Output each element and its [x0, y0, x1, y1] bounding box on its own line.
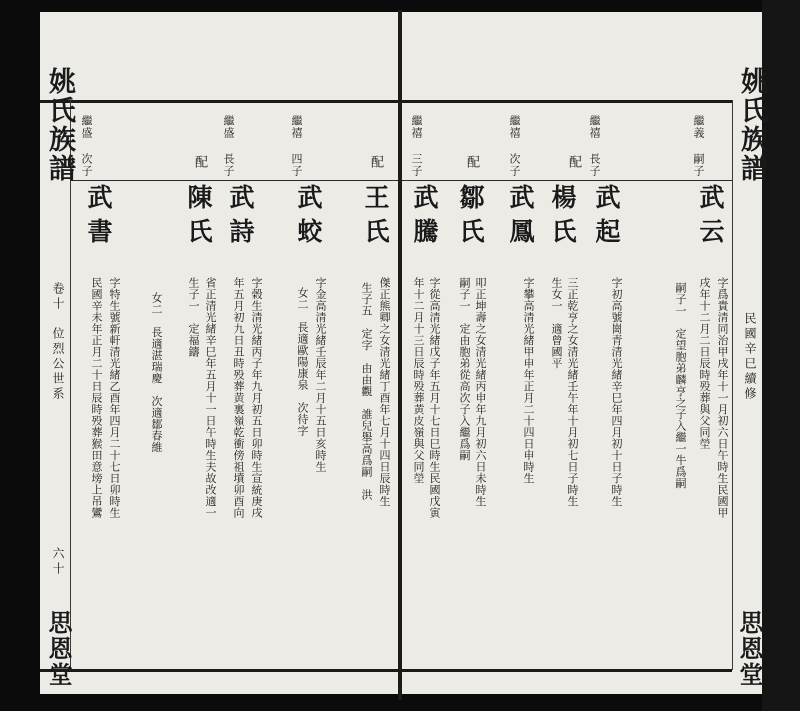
person-name: 武書 [84, 184, 113, 252]
biography-line-2: 年十二月十三日辰時殁葬黄皮嶺與父同塋 [412, 277, 425, 484]
spouse-mark: 配 [368, 155, 383, 168]
spouse-mark: 配 [566, 155, 581, 168]
relation-label: 繼盛 長子 [222, 115, 235, 177]
spouse-mark: 配 [464, 155, 479, 168]
relation-label: 繼禧 次子 [508, 115, 521, 177]
relation-label: 繼盛 次子 [80, 115, 93, 177]
hall-name: 思恩堂 [44, 610, 73, 688]
relation-label: 繼禧 三子 [410, 115, 423, 177]
top-rule [402, 100, 732, 103]
biography-line-2: 嗣子一 定由胞弟從高次子入繼爲嗣 [458, 277, 471, 461]
volume-label: 卷十 位烈公世系 [51, 282, 65, 402]
biography-line-2: 生子五 定字 由由觀 誰兒舉高爲嗣 洪 [360, 282, 373, 501]
person-name: 鄒氏 [456, 184, 485, 252]
person-name: 武鳳 [506, 184, 535, 252]
name-row-rule [70, 180, 398, 181]
biography-line-2: 生子一 定福鑄 [187, 277, 200, 358]
biography-line-2: 女二 長適歐陽康泉 次待字 [296, 287, 309, 437]
biography-line-1: 字從高清光緒戊子年五月十七日巳時生民國戊寅 [428, 277, 441, 519]
spouse-mark: 配 [192, 155, 207, 168]
person-name: 陳氏 [184, 184, 213, 252]
person-name: 武騰 [410, 184, 439, 252]
left-page [40, 12, 398, 694]
biography-line-1: 字特生號新軒清光緒乙酉年四月二十七日卯時生 [108, 277, 121, 519]
person-name: 武起 [592, 184, 621, 252]
relation-label: 繼禧 長子 [588, 115, 601, 177]
biography-line-2: 民國辛未年正月二十日辰時殁葬猴田意塝上吊鸞 [90, 277, 103, 519]
hall-name: 思恩堂 [735, 610, 764, 688]
margin-divider [70, 100, 71, 670]
biography-line-2: 生女一 適曾國平 [550, 277, 563, 369]
biography-line-1: 省正清光緒辛巳年五月十一日午時生夫故改適一 [204, 277, 217, 519]
relation-label: 繼義 嗣子 [692, 115, 705, 177]
relation-label: 繼禧 四子 [290, 115, 303, 177]
person-name: 王氏 [361, 184, 390, 252]
person-name: 武蛟 [294, 184, 323, 252]
page-number: 六十 [51, 547, 65, 577]
edge-title: 姚氏族譜 [736, 67, 767, 183]
person-name: 楊氏 [548, 184, 577, 252]
person-name: 武詩 [226, 184, 255, 252]
edge-title: 姚氏族譜 [44, 67, 75, 183]
person-name: 武云 [696, 184, 725, 252]
biography-line-1: 嗣子一 定望胞弟麟亨之子入繼一牛爲嗣 [674, 282, 687, 489]
revision-note: 民國辛巳續修 [743, 312, 757, 402]
margin-divider [732, 100, 733, 670]
biography-line-1: 字初高號崗青清光緒辛巳年四月初十日子時生 [610, 277, 623, 507]
biography-line-2: 年五月初九日丑時殁葬黄裏嶺乾衝傍祖墳卯酉向 [232, 277, 245, 519]
right-page [402, 12, 767, 694]
bottom-rule [40, 669, 398, 672]
top-rule [40, 100, 398, 103]
biography-line-1: 女二 長適湛瑞慶 次適鄒春維 [150, 292, 163, 453]
biography-line-1: 字攀高清光緒甲申年正月二十四日申時生 [522, 277, 535, 484]
biography-line-1: 傑正熊卿之女清光緒丁酉年七月十四日辰時生 [378, 277, 391, 507]
biography-line-1: 叩正坤壽之女清光緒丙申年九月初六日未時生 [474, 277, 487, 507]
name-row-rule [402, 180, 732, 181]
bottom-rule [402, 669, 732, 672]
biography-line-2: 戌年十二月二日辰時殁葬與父同塋 [698, 277, 711, 450]
biography-line-1: 字爲貴清同治甲戌年十一月初六日午時生民國甲 [716, 277, 729, 519]
biography-line-1: 三正乾亨之女清光緒壬午年十月初七日子時生 [566, 277, 579, 507]
biography-line-1: 字金高清光緒壬辰年二月十五日亥時生 [314, 277, 327, 473]
biography-line-1: 字榖生清光緒丙子年九月初五日卯時生宣統庚戌 [250, 277, 263, 519]
